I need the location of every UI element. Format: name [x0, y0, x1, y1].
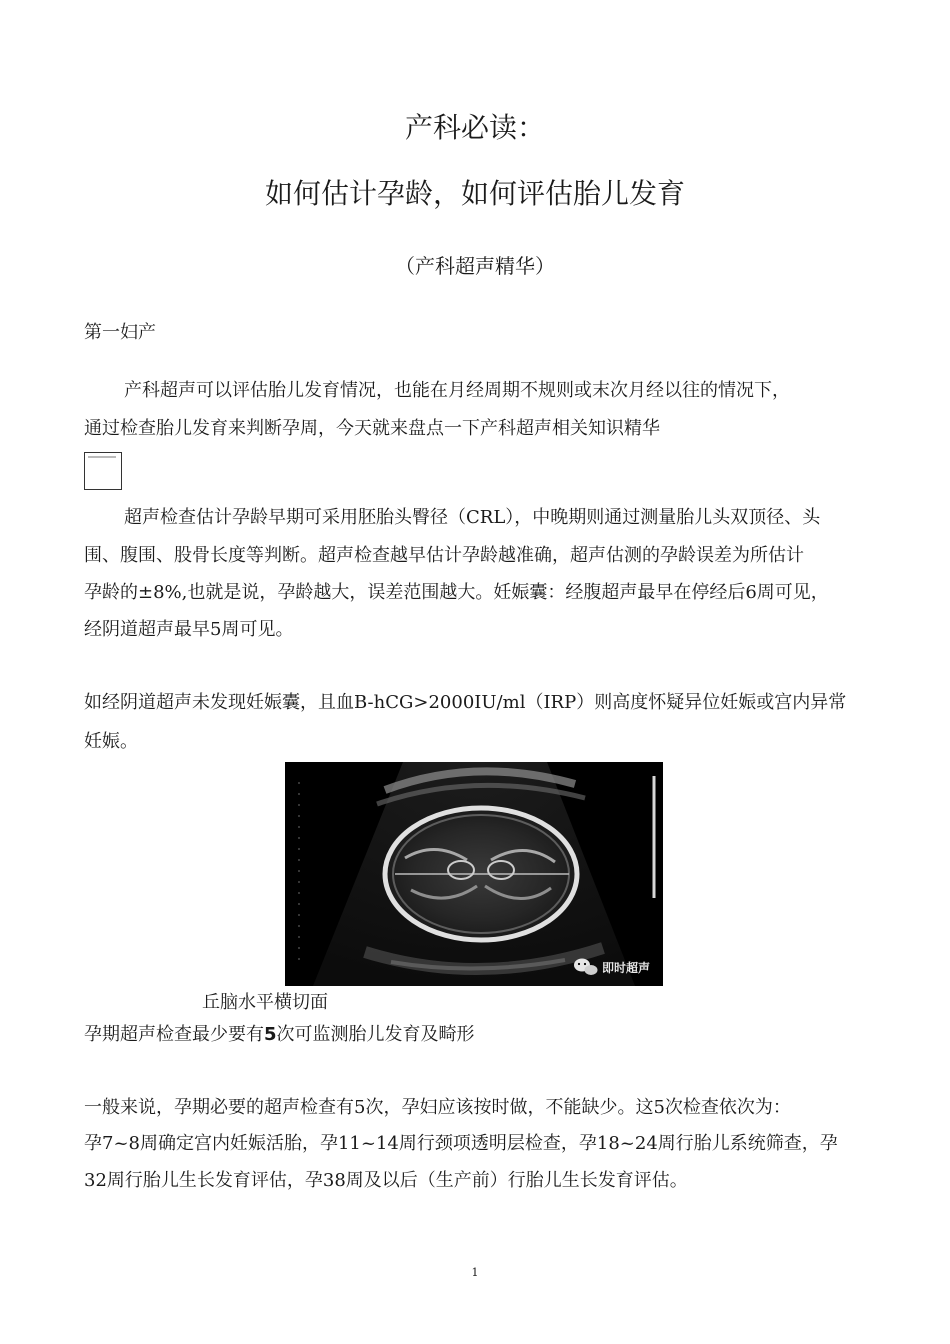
embedded-thumbnail-image	[84, 452, 122, 490]
section-heading-after: 次可监测胎儿发育及畸形	[276, 1024, 475, 1045]
image-watermark: 即时超声	[602, 961, 651, 975]
para1-line-1: 超声检查估计孕龄早期可采用胚胎头臀径（CRL），中晚期则通过测量胎儿头双顶径、头	[124, 507, 821, 528]
para3-line-2: 孕7~8周确定宫内妊娠活胎，孕11~14周行颈项透明层检查，孕18~24周行胎儿系统筛查，孕	[84, 1133, 838, 1154]
subtitle: （产科超声精华）	[395, 254, 555, 278]
para1-line-2: 围、腹围、股骨长度等判断。超声检查越早估计孕龄越准确，超声估测的孕龄误差为所估计	[84, 545, 804, 566]
title-line-2: 如何估计孕龄，如何评估胎儿发育	[264, 177, 685, 210]
para3-line-1: 一般来说，孕期必要的超声检查有5次，孕妇应该按时做，不能缺少。这5次检查依次为：	[84, 1097, 791, 1118]
intro-line-2: 通过检查胎儿发育来判断孕周，今天就来盘点一下产科超声相关知识精华	[84, 418, 660, 439]
page-number: 1	[471, 1266, 479, 1279]
section-heading	[84, 1022, 475, 1048]
para2-line-1: 如经阴道超声未发现妊娠囊，且血B-hCG>2000IU/ml（IRP）则高度怀疑异位妊娠或宫内异常	[84, 692, 847, 713]
para3-line-3: 32周行胎儿生长发育评估，孕38周及以后（生产前）行胎儿生长发育评估。	[84, 1170, 688, 1191]
intro-line-1: 产科超声可以评估胎儿发育情况，也能在月经周期不规则或末次月经以往的情况下，	[124, 380, 790, 401]
source-label: 第一妇产	[84, 322, 156, 343]
para1-line-4: 经阴道超声最早5周可见。	[84, 619, 294, 640]
ultrasound-image	[285, 762, 663, 986]
image-caption: 丘脑水平横切面	[202, 992, 328, 1013]
para1-line-3: 孕龄的±8%,也就是说，孕龄越大，误差范围越大。妊娠囊：经腹超声最早在停经后6周可见，	[84, 582, 829, 603]
title-line-1: 产科必读：	[404, 111, 545, 144]
section-heading-before: 孕期超声检查最少要有	[84, 1024, 264, 1045]
para2-line-2: 妊娠。	[84, 731, 138, 752]
section-heading-number: 5	[264, 1024, 277, 1045]
